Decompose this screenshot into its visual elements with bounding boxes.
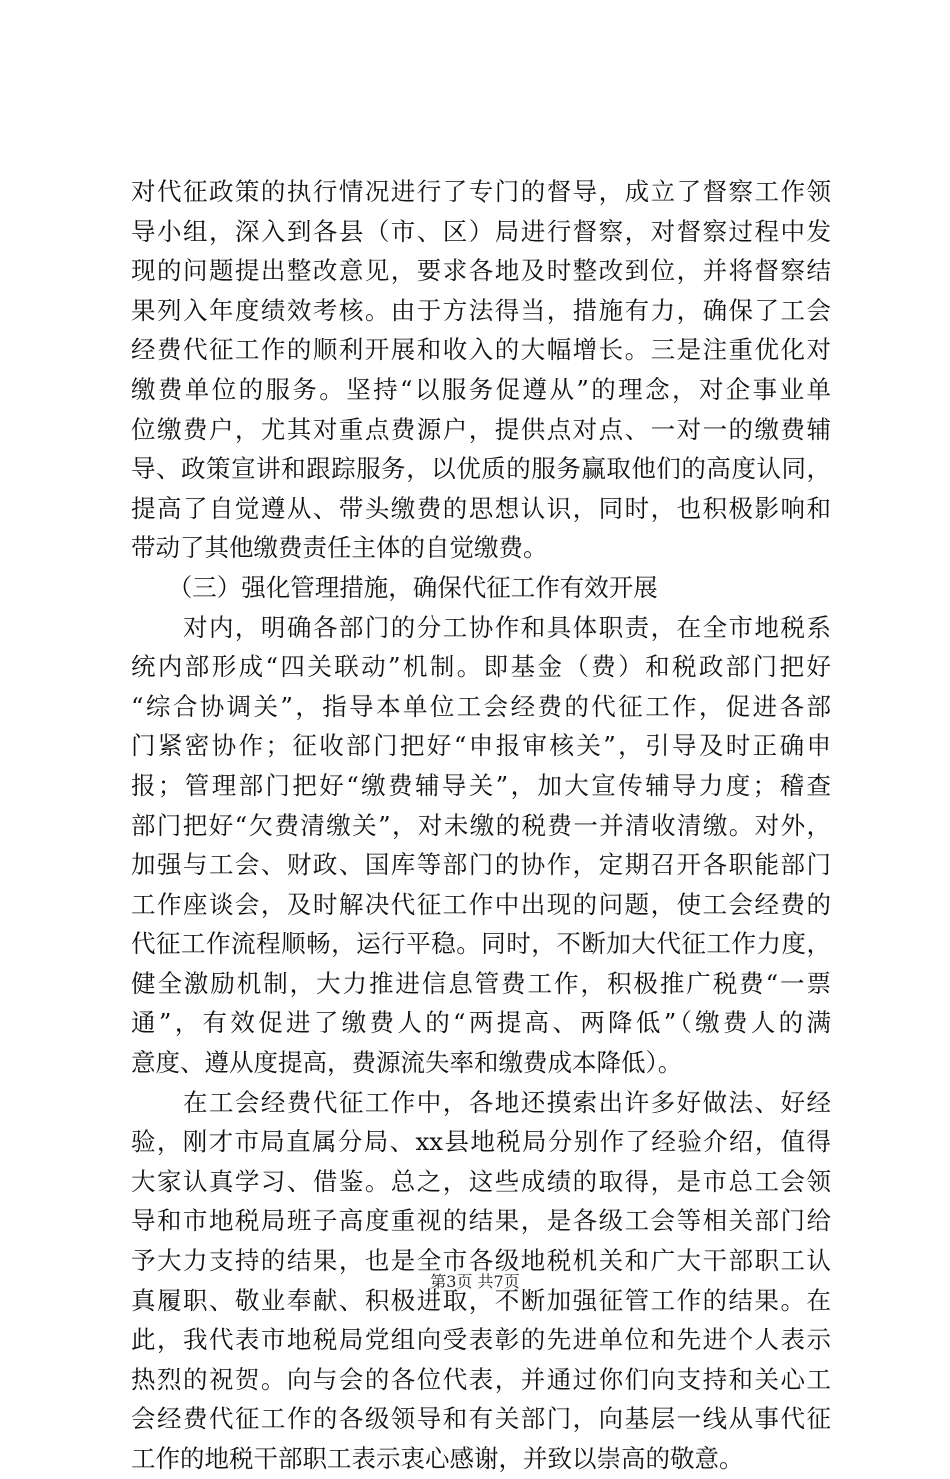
text-line: 报；管理部门把好“缴费辅导关”，加大宣传辅导力度；稽查 <box>131 770 831 800</box>
text-line: 导和市地税局班子高度重视的结果，是各级工会等相关部门给 <box>131 1206 831 1236</box>
text-line: 带动了其他缴费责任主体的自觉缴费。 <box>131 533 548 563</box>
text-line: 提高了自觉遵从、带头缴费的思想认识，同时，也积极影响和 <box>131 493 831 523</box>
text-line: 部门把好“欠费清缴关”，对未缴的税费一并清收清缴。对外， <box>131 810 831 840</box>
text-line: 对代征政策的执行情况进行了专门的督导，成立了督察工作领 <box>131 177 831 206</box>
text-line: 工作的地税干部职工表示衷心感谢，并致以崇高的敬意。 <box>131 1444 744 1473</box>
text-line: 意度、遵从度提高，费源流失率和缴费成本降低）。 <box>131 1048 683 1078</box>
text-line: 导、政策宣讲和跟踪服务，以优质的服务赢取他们的高度认同， <box>131 454 831 484</box>
text-line: 会经费代征工作的各级领导和有关部门，向基层一线从事代征 <box>131 1404 831 1434</box>
text-line: 验，刚才市局直属分局、xx县地税局分别作了经验介绍，值得 <box>131 1127 831 1157</box>
text-line: 经费代征工作的顺利开展和收入的大幅增长。三是注重优化对 <box>131 335 831 365</box>
text-line: 缴费单位的服务。坚持“以服务促遵从”的理念，对企事业单 <box>131 374 831 404</box>
text-line: 健全激励机制，大力推进信息管费工作，积极推广税费“一票 <box>131 968 831 998</box>
text-line: 门紧密协作；征收部门把好“申报审核关”，引导及时正确申 <box>131 731 831 761</box>
text-line: 通”，有效促进了缴费人的“两提高、两降低”（缴费人的满 <box>131 1008 831 1038</box>
text-line: 代征工作流程顺畅，运行平稳。同时，不断加大代征工作力度， <box>131 929 831 959</box>
text-line: 真履职、敬业奉献、积极进取，不断加强征管工作的结果。在 <box>131 1285 831 1315</box>
text-line: 统内部形成“四关联动”机制。即基金（费）和税政部门把好 <box>131 652 831 682</box>
text-line: 对内，明确各部门的分工协作和具体职责，在全市地税系 <box>131 612 831 642</box>
text-line: 果列入年度绩效考核。由于方法得当，措施有力，确保了工会 <box>131 295 831 325</box>
text-line: 热烈的祝贺。向与会的各位代表，并通过你们向支持和关心工 <box>131 1364 831 1394</box>
text-line: 位缴费户，尤其对重点费源户，提供点对点、一对一的缴费辅 <box>131 414 831 444</box>
text-line: 予大力支持的结果，也是全市各级地税机关和广大干部职工认 <box>131 1246 831 1276</box>
section-heading: （三）强化管理措施，确保代征工作有效开展 <box>131 572 658 602</box>
text-line: 在工会经费代征工作中，各地还摸索出许多好做法、好经 <box>131 1087 831 1117</box>
text-line: 加强与工会、财政、国库等部门的协作，定期召开各职能部门 <box>131 850 831 880</box>
text-line: 导小组，深入到各县（市、区）局进行督察，对督察过程中发 <box>131 216 831 246</box>
page-footer: 第3页 共7页 <box>430 1272 520 1291</box>
text-line: 现的问题提出整改意见，要求各地及时整改到位，并将督察结 <box>131 256 831 286</box>
text-line: 工作座谈会，及时解决代征工作中出现的问题，使工会经费的 <box>131 889 831 919</box>
text-line: 大家认真学习、借鉴。总之，这些成绩的取得，是市总工会领 <box>131 1166 831 1196</box>
text-line: 此，我代表市地税局党组向受表彰的先进单位和先进个人表示 <box>131 1325 831 1355</box>
text-line: “综合协调关”，指导本单位工会经费的代征工作，促进各部 <box>131 691 831 721</box>
